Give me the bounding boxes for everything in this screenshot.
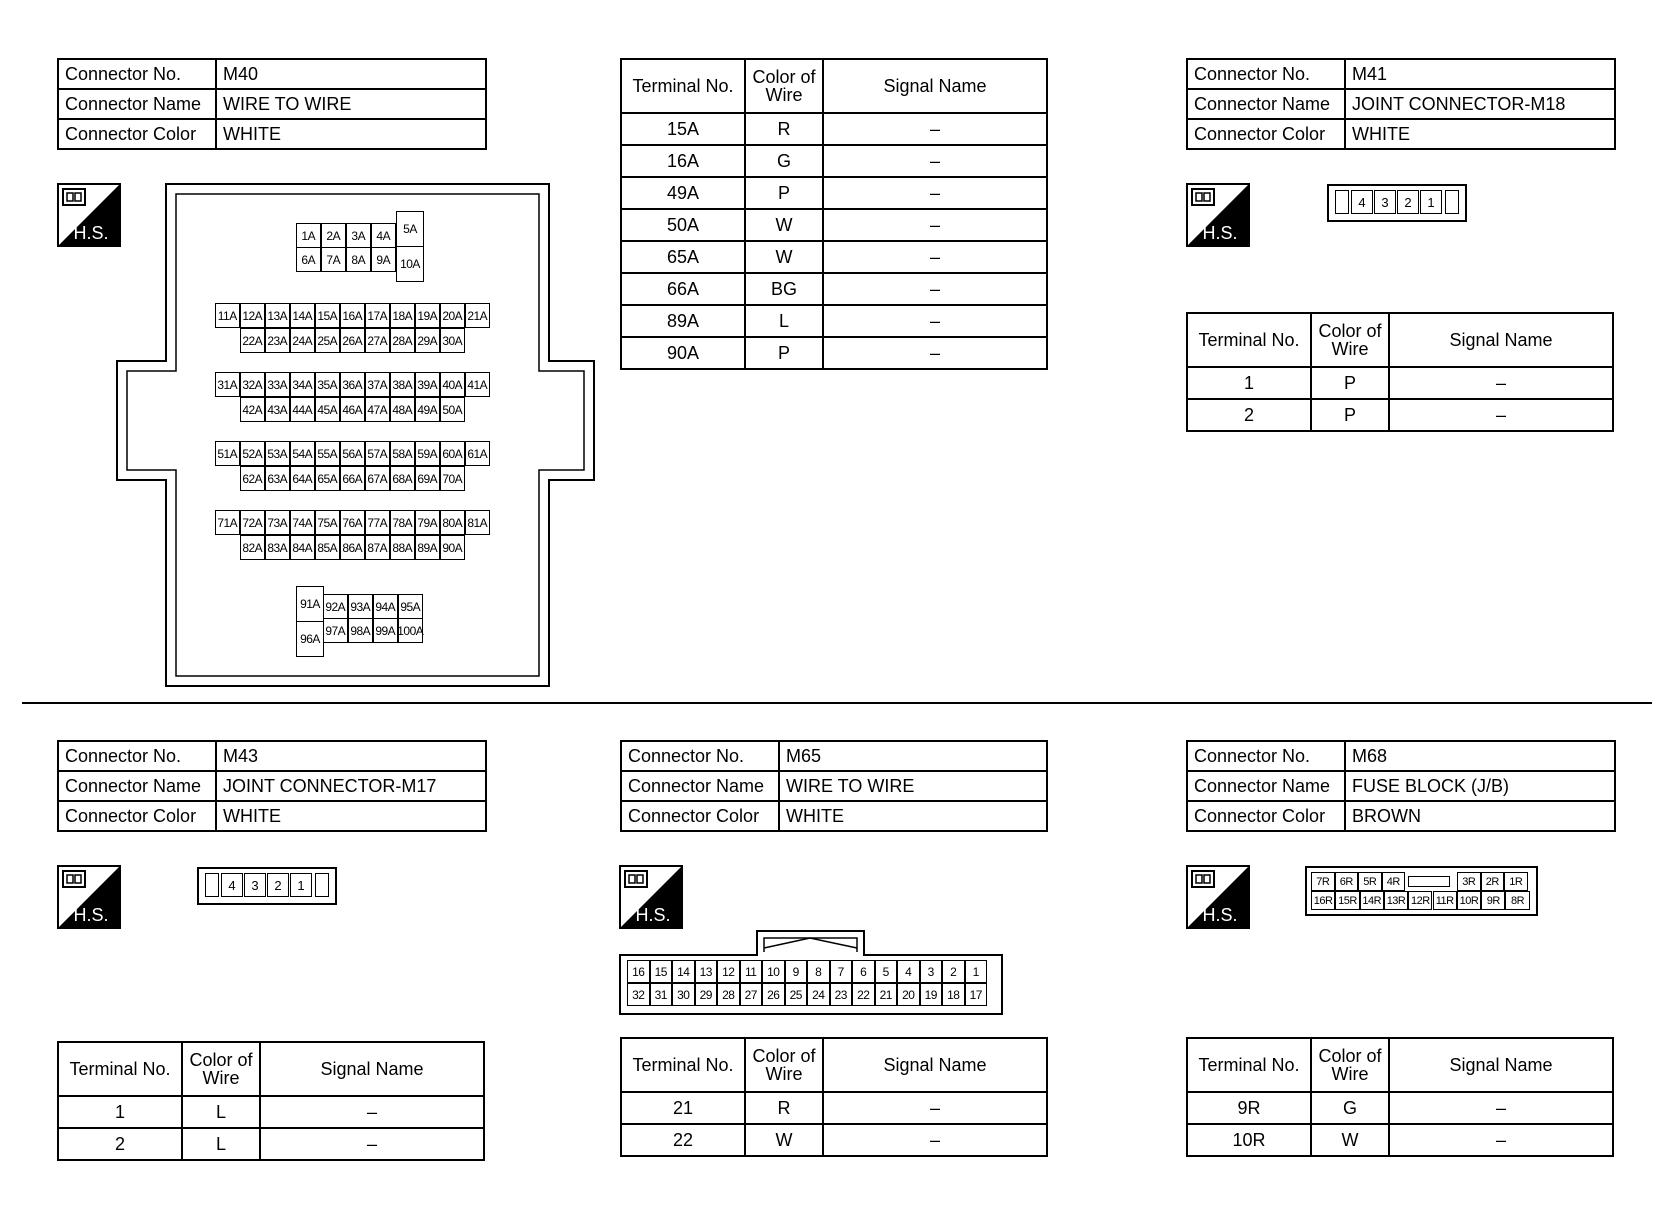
harness-side-icon <box>57 865 121 929</box>
terminal-pin: 20 <box>897 983 920 1006</box>
terminal-pin: 11 <box>740 960 763 983</box>
terminal-pin: 10R <box>1457 891 1481 910</box>
m41-connector-name: JOINT CONNECTOR-M18 <box>1345 89 1615 119</box>
label-connector-no: Connector No. <box>1187 741 1345 771</box>
terminal-pin: 26 <box>762 983 785 1006</box>
hs-label: H.S. <box>1202 223 1238 243</box>
m43-connector-color: WHITE <box>216 801 486 831</box>
terminal-pin: 72A <box>240 510 265 535</box>
terminal-pin: 35A <box>315 372 340 397</box>
m68-connector-no: M68 <box>1345 741 1615 771</box>
m43-connector-name: JOINT CONNECTOR-M17 <box>216 771 486 801</box>
terminal-pin: 17A <box>365 303 390 328</box>
terminal-pin: 33A <box>265 372 290 397</box>
signal-name-cell: – <box>1389 1092 1613 1124</box>
terminal-pin: 49A <box>415 397 440 422</box>
terminal-pin: 100A <box>398 618 423 643</box>
connector-key-slot <box>1408 876 1450 887</box>
m41-terminal-table <box>1186 312 1614 432</box>
terminal-pin: 58A <box>390 441 415 466</box>
wire-color-cell: P <box>1311 367 1389 399</box>
terminal-pin: 77A <box>365 510 390 535</box>
wire-color-cell: L <box>745 305 823 337</box>
signal-name-cell: – <box>823 113 1047 145</box>
terminal-pin: 65A <box>315 466 340 491</box>
terminal-pin: 36A <box>340 372 365 397</box>
terminal-pin: 47A <box>365 397 390 422</box>
header-signal-name: Signal Name <box>1389 1038 1613 1092</box>
header-signal-name: Signal Name <box>823 59 1047 113</box>
m68-connector-color: BROWN <box>1345 801 1615 831</box>
terminal-pin: 2 <box>267 873 289 897</box>
terminal-pin: 11A <box>215 303 240 328</box>
hs-label: H.S. <box>73 223 109 243</box>
table-row <box>58 1096 484 1128</box>
header-color-of-wire: Color of Wire <box>182 1042 260 1096</box>
terminal-pin: 86A <box>340 535 365 560</box>
terminal-pin: 61A <box>465 441 490 466</box>
m43-connector-no: M43 <box>216 741 486 771</box>
terminal-pin: 18 <box>942 983 965 1006</box>
m41-info-table <box>1186 58 1616 150</box>
m40-connector-color: WHITE <box>216 119 486 149</box>
terminal-pin: 51A <box>215 441 240 466</box>
terminal-pin: 3 <box>1374 190 1396 214</box>
header-terminal-no: Terminal No. <box>1187 313 1311 367</box>
terminal-pin: 14R <box>1360 891 1384 910</box>
m40-connector-diagram <box>116 183 596 688</box>
label-connector-name: Connector Name <box>1187 771 1345 801</box>
table-row <box>621 113 1047 145</box>
terminal-no-cell: 1 <box>1187 367 1311 399</box>
terminal-pin: 48A <box>390 397 415 422</box>
terminal-pin: 21 <box>875 983 898 1006</box>
terminal-pin: 8A <box>346 247 371 272</box>
terminal-pin: 32 <box>627 983 650 1006</box>
terminal-pin: 24 <box>807 983 830 1006</box>
terminal-pin: 2 <box>942 960 965 983</box>
table-row <box>58 1128 484 1160</box>
terminal-no-cell: 15A <box>621 113 745 145</box>
header-terminal-no: Terminal No. <box>621 59 745 113</box>
m65-connector-name: WIRE TO WIRE <box>779 771 1047 801</box>
terminal-pin: 16 <box>627 960 650 983</box>
connector-latch <box>205 873 219 897</box>
terminal-pin: 54A <box>290 441 315 466</box>
terminal-pin: 30 <box>672 983 695 1006</box>
terminal-pin: 12A <box>240 303 265 328</box>
table-row <box>1187 367 1613 399</box>
terminal-pin: 14 <box>672 960 695 983</box>
header-signal-name: Signal Name <box>1389 313 1613 367</box>
terminal-pin: 28 <box>717 983 740 1006</box>
label-connector-no: Connector No. <box>1187 59 1345 89</box>
terminal-pin: 4A <box>371 223 396 248</box>
hs-label: H.S. <box>73 905 109 925</box>
terminal-pin: 1A <box>296 223 321 248</box>
terminal-pin: 19A <box>415 303 440 328</box>
terminal-pin: 59A <box>415 441 440 466</box>
label-connector-name: Connector Name <box>58 771 216 801</box>
harness-side-icon <box>57 183 121 247</box>
terminal-pin: 5R <box>1358 872 1382 891</box>
terminal-pin: 98A <box>348 618 373 643</box>
signal-name-cell: – <box>823 177 1047 209</box>
label-connector-color: Connector Color <box>621 801 779 831</box>
terminal-pin: 31A <box>215 372 240 397</box>
terminal-pin: 15A <box>315 303 340 328</box>
table-row <box>1187 1124 1613 1156</box>
terminal-pin: 81A <box>465 510 490 535</box>
signal-name-cell: – <box>1389 367 1613 399</box>
label-connector-color: Connector Color <box>58 801 216 831</box>
connector-latch <box>315 873 329 897</box>
terminal-pin: 11R <box>1433 891 1457 910</box>
label-connector-no: Connector No. <box>58 59 216 89</box>
terminal-pin: 2 <box>1397 190 1419 214</box>
signal-name-cell: – <box>260 1096 484 1128</box>
terminal-pin: 15R <box>1335 891 1359 910</box>
terminal-no-cell: 1 <box>58 1096 182 1128</box>
header-terminal-no: Terminal No. <box>58 1042 182 1096</box>
wire-color-cell: P <box>745 177 823 209</box>
terminal-pin: 3 <box>920 960 943 983</box>
wire-color-cell: W <box>745 241 823 273</box>
label-connector-name: Connector Name <box>1187 89 1345 119</box>
signal-name-cell: – <box>823 273 1047 305</box>
wire-color-cell: L <box>182 1128 260 1160</box>
terminal-pin: 1R <box>1504 872 1528 891</box>
terminal-pin: 7A <box>321 247 346 272</box>
terminal-pin: 9R <box>1481 891 1505 910</box>
terminal-pin: 73A <box>265 510 290 535</box>
table-row <box>621 241 1047 273</box>
terminal-pin: 45A <box>315 397 340 422</box>
terminal-pin: 20A <box>440 303 465 328</box>
terminal-pin: 68A <box>390 466 415 491</box>
m68-connector-diagram <box>1305 866 1538 916</box>
connector-latch <box>1445 190 1459 214</box>
terminal-no-cell: 2 <box>1187 399 1311 431</box>
signal-name-cell: – <box>823 1092 1047 1124</box>
harness-side-icon <box>1186 183 1250 247</box>
label-connector-no: Connector No. <box>58 741 216 771</box>
terminal-pin: 23 <box>830 983 853 1006</box>
terminal-pin: 83A <box>265 535 290 560</box>
terminal-pin: 17 <box>965 983 988 1006</box>
terminal-pin: 6R <box>1335 872 1359 891</box>
label-connector-color: Connector Color <box>58 119 216 149</box>
terminal-pin: 7 <box>830 960 853 983</box>
hs-label: H.S. <box>1202 905 1238 925</box>
terminal-pin: 40A <box>440 372 465 397</box>
terminal-pin: 52A <box>240 441 265 466</box>
terminal-pin: 82A <box>240 535 265 560</box>
terminal-pin: 93A <box>348 594 373 619</box>
label-connector-color: Connector Color <box>1187 801 1345 831</box>
terminal-pin: 29A <box>415 328 440 353</box>
terminal-pin: 67A <box>365 466 390 491</box>
terminal-pin: 79A <box>415 510 440 535</box>
terminal-pin: 19 <box>920 983 943 1006</box>
terminal-pin: 34A <box>290 372 315 397</box>
terminal-pin: 38A <box>390 372 415 397</box>
m65-terminal-table <box>620 1037 1048 1157</box>
terminal-pin: 57A <box>365 441 390 466</box>
terminal-no-cell: 49A <box>621 177 745 209</box>
terminal-pin: 90A <box>440 535 465 560</box>
terminal-pin: 10A <box>396 246 424 282</box>
terminal-pin: 10 <box>762 960 785 983</box>
terminal-pin: 74A <box>290 510 315 535</box>
terminal-pin: 8 <box>807 960 830 983</box>
table-row <box>621 305 1047 337</box>
terminal-pin: 7R <box>1311 872 1335 891</box>
terminal-pin: 3 <box>244 873 266 897</box>
terminal-pin: 16R <box>1311 891 1335 910</box>
terminal-pin: 8R <box>1505 891 1529 910</box>
terminal-pin: 15 <box>650 960 673 983</box>
signal-name-cell: – <box>260 1128 484 1160</box>
terminal-pin: 46A <box>340 397 365 422</box>
terminal-pin: 27A <box>365 328 390 353</box>
terminal-pin: 55A <box>315 441 340 466</box>
terminal-no-cell: 9R <box>1187 1092 1311 1124</box>
m65-connector-color: WHITE <box>779 801 1047 831</box>
m40-terminal-table <box>620 58 1048 370</box>
header-terminal-no: Terminal No. <box>1187 1038 1311 1092</box>
terminal-pin: 88A <box>390 535 415 560</box>
wire-color-cell: R <box>745 1092 823 1124</box>
label-connector-name: Connector Name <box>58 89 216 119</box>
terminal-no-cell: 66A <box>621 273 745 305</box>
terminal-pin: 89A <box>415 535 440 560</box>
label-connector-color: Connector Color <box>1187 119 1345 149</box>
terminal-pin: 26A <box>340 328 365 353</box>
table-row <box>621 1092 1047 1124</box>
header-color-of-wire: Color of Wire <box>745 59 823 113</box>
terminal-pin: 28A <box>390 328 415 353</box>
connector-latch <box>1335 190 1349 214</box>
m40-connector-no: M40 <box>216 59 486 89</box>
terminal-pin: 4 <box>221 873 243 897</box>
terminal-pin: 80A <box>440 510 465 535</box>
terminal-pin: 4 <box>897 960 920 983</box>
terminal-pin: 13 <box>695 960 718 983</box>
m65-connector-no: M65 <box>779 741 1047 771</box>
terminal-pin: 32A <box>240 372 265 397</box>
terminal-pin: 6A <box>296 247 321 272</box>
label-connector-name: Connector Name <box>621 771 779 801</box>
terminal-no-cell: 50A <box>621 209 745 241</box>
terminal-pin: 5 <box>875 960 898 983</box>
table-row <box>1187 1092 1613 1124</box>
terminal-pin: 3A <box>346 223 371 248</box>
terminal-pin: 13R <box>1384 891 1408 910</box>
header-terminal-no: Terminal No. <box>621 1038 745 1092</box>
m43-connector-diagram <box>197 867 337 905</box>
terminal-pin: 56A <box>340 441 365 466</box>
terminal-pin: 84A <box>290 535 315 560</box>
terminal-pin: 22A <box>240 328 265 353</box>
terminal-pin: 30A <box>440 328 465 353</box>
header-signal-name: Signal Name <box>260 1042 484 1096</box>
wire-color-cell: G <box>1311 1092 1389 1124</box>
label-connector-no: Connector No. <box>621 741 779 771</box>
wire-color-cell: W <box>1311 1124 1389 1156</box>
m41-connector-diagram <box>1327 184 1467 222</box>
header-color-of-wire: Color of Wire <box>1311 1038 1389 1092</box>
m65-connector-diagram <box>619 930 1004 1016</box>
terminal-pin: 25A <box>315 328 340 353</box>
terminal-no-cell: 22 <box>621 1124 745 1156</box>
signal-name-cell: – <box>1389 399 1613 431</box>
terminal-pin: 24A <box>290 328 315 353</box>
terminal-pin: 2A <box>321 223 346 248</box>
terminal-pin: 76A <box>340 510 365 535</box>
terminal-no-cell: 21 <box>621 1092 745 1124</box>
header-signal-name: Signal Name <box>823 1038 1047 1092</box>
terminal-no-cell: 89A <box>621 305 745 337</box>
m68-connector-name: FUSE BLOCK (J/B) <box>1345 771 1615 801</box>
terminal-pin: 99A <box>373 618 398 643</box>
terminal-pin: 62A <box>240 466 265 491</box>
terminal-pin: 64A <box>290 466 315 491</box>
table-row <box>621 177 1047 209</box>
terminal-pin: 6 <box>852 960 875 983</box>
m41-connector-no: M41 <box>1345 59 1615 89</box>
terminal-pin: 1 <box>965 960 988 983</box>
wire-color-cell: W <box>745 209 823 241</box>
terminal-pin: 3R <box>1457 872 1481 891</box>
m68-terminal-table <box>1186 1037 1614 1157</box>
terminal-no-cell: 2 <box>58 1128 182 1160</box>
terminal-pin: 12R <box>1408 891 1432 910</box>
signal-name-cell: – <box>823 209 1047 241</box>
wire-color-cell: P <box>745 337 823 369</box>
wire-color-cell: P <box>1311 399 1389 431</box>
terminal-pin: 53A <box>265 441 290 466</box>
terminal-pin: 87A <box>365 535 390 560</box>
signal-name-cell: – <box>823 145 1047 177</box>
m40-connector-name: WIRE TO WIRE <box>216 89 486 119</box>
terminal-pin: 92A <box>323 594 348 619</box>
wire-color-cell: L <box>182 1096 260 1128</box>
table-row <box>621 145 1047 177</box>
m43-info-table <box>57 740 487 832</box>
terminal-pin: 39A <box>415 372 440 397</box>
terminal-pin: 25 <box>785 983 808 1006</box>
terminal-pin: 41A <box>465 372 490 397</box>
signal-name-cell: – <box>1389 1124 1613 1156</box>
terminal-pin: 95A <box>398 594 423 619</box>
terminal-pin: 69A <box>415 466 440 491</box>
terminal-pin: 70A <box>440 466 465 491</box>
terminal-pin: 16A <box>340 303 365 328</box>
terminal-pin: 18A <box>390 303 415 328</box>
terminal-pin: 63A <box>265 466 290 491</box>
m43-terminal-table <box>57 1041 485 1161</box>
terminal-no-cell: 65A <box>621 241 745 273</box>
hs-label: H.S. <box>635 905 671 925</box>
table-row <box>621 1124 1047 1156</box>
terminal-pin: 97A <box>323 618 348 643</box>
wire-color-cell: W <box>745 1124 823 1156</box>
table-row <box>1187 399 1613 431</box>
terminal-pin: 44A <box>290 397 315 422</box>
signal-name-cell: – <box>823 1124 1047 1156</box>
table-row <box>621 337 1047 369</box>
terminal-pin: 43A <box>265 397 290 422</box>
terminal-pin: 50A <box>440 397 465 422</box>
terminal-pin: 5A <box>396 211 424 247</box>
m40-info-table <box>57 58 487 150</box>
terminal-pin: 37A <box>365 372 390 397</box>
terminal-pin: 13A <box>265 303 290 328</box>
wire-color-cell: BG <box>745 273 823 305</box>
wire-color-cell: R <box>745 113 823 145</box>
terminal-pin: 1 <box>290 873 312 897</box>
signal-name-cell: – <box>823 241 1047 273</box>
terminal-no-cell: 16A <box>621 145 745 177</box>
terminal-pin: 29 <box>695 983 718 1006</box>
signal-name-cell: – <box>823 337 1047 369</box>
terminal-pin: 22 <box>852 983 875 1006</box>
terminal-no-cell: 10R <box>1187 1124 1311 1156</box>
terminal-pin: 78A <box>390 510 415 535</box>
terminal-pin: 66A <box>340 466 365 491</box>
terminal-pin: 75A <box>315 510 340 535</box>
wire-color-cell: G <box>745 145 823 177</box>
section-divider <box>22 702 1652 704</box>
harness-side-icon <box>1186 865 1250 929</box>
terminal-pin: 12 <box>717 960 740 983</box>
terminal-pin: 71A <box>215 510 240 535</box>
terminal-pin: 4R <box>1382 872 1406 891</box>
terminal-pin: 96A <box>296 621 324 657</box>
harness-side-icon <box>619 865 683 929</box>
terminal-pin: 23A <box>265 328 290 353</box>
terminal-pin: 60A <box>440 441 465 466</box>
signal-name-cell: – <box>823 305 1047 337</box>
terminal-no-cell: 90A <box>621 337 745 369</box>
terminal-pin: 31 <box>650 983 673 1006</box>
terminal-pin: 21A <box>465 303 490 328</box>
table-row <box>621 209 1047 241</box>
terminal-pin: 91A <box>296 586 324 622</box>
terminal-pin: 9 <box>785 960 808 983</box>
terminal-pin: 14A <box>290 303 315 328</box>
table-row <box>621 273 1047 305</box>
terminal-pin: 9A <box>371 247 396 272</box>
terminal-pin: 42A <box>240 397 265 422</box>
header-color-of-wire: Color of Wire <box>745 1038 823 1092</box>
terminal-pin: 1 <box>1420 190 1442 214</box>
m68-info-table <box>1186 740 1616 832</box>
header-color-of-wire: Color of Wire <box>1311 313 1389 367</box>
terminal-pin: 4 <box>1351 190 1373 214</box>
m41-connector-color: WHITE <box>1345 119 1615 149</box>
m65-info-table <box>620 740 1048 832</box>
terminal-pin: 2R <box>1481 872 1505 891</box>
terminal-pin: 27 <box>740 983 763 1006</box>
terminal-pin: 94A <box>373 594 398 619</box>
terminal-pin: 85A <box>315 535 340 560</box>
